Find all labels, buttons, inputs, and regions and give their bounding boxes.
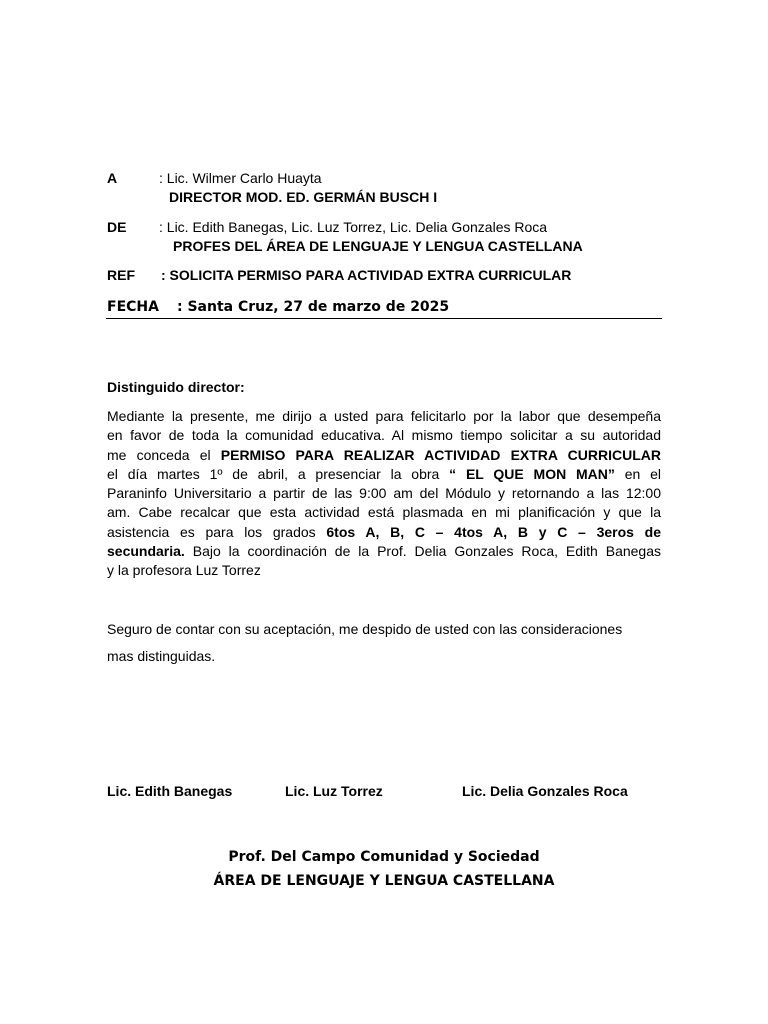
header-divider bbox=[106, 318, 662, 319]
to-label: A bbox=[107, 170, 118, 186]
from-value: : Lic. Edith Banegas, Lic. Luz Torrez, Lic. Delia Gonzales Roca bbox=[159, 219, 548, 235]
to-subtitle: DIRECTOR MOD. ED. GERMÁN BUSCH I bbox=[169, 189, 438, 205]
body-paragraph bbox=[107, 407, 661, 581]
paragraph-line: Mediante la presente, me dirijo a usted para felicitarlo por la labor que desempeña bbox=[107, 408, 661, 424]
footer-department: Prof. Del Campo Comunidad y Sociedad bbox=[228, 849, 540, 865]
date-label: FECHA bbox=[107, 299, 159, 315]
paragraph-line bbox=[107, 446, 661, 465]
grades-emphasis: 6tos A, B, C – 4tos A, B y C – 3eros de bbox=[326, 523, 661, 540]
paragraph-line: am. Cabe recalcar que esta actividad está plasmada en mi planificación y que la bbox=[107, 504, 661, 521]
paragraph-line bbox=[107, 523, 661, 542]
from-label: DE bbox=[107, 219, 127, 235]
paragraph-line: y la profesora Luz Torrez bbox=[107, 562, 261, 579]
ref-value: : SOLICITA PERMISO PARA ACTIVIDAD EXTRA CURRICULAR bbox=[161, 267, 572, 283]
paragraph-text: el día martes 1º de abril, a presenciar la obra bbox=[107, 465, 450, 482]
signature-delia-gonzales-roca: Lic. Delia Gonzales Roca bbox=[462, 783, 628, 799]
footer-area: ÁREA DE LENGUAJE Y LENGUA CASTELLANA bbox=[213, 873, 555, 889]
ref-label: REF bbox=[107, 267, 135, 283]
signature-luz-torrez: Lic. Luz Torrez bbox=[285, 783, 383, 799]
play-title: “ EL QUE MON MAN” bbox=[449, 465, 615, 482]
paragraph-text: asistencia es para los grados bbox=[107, 523, 327, 540]
from-subtitle: PROFES DEL ÁREA DE LENGUAJE Y LENGUA CASTELLANA bbox=[173, 238, 583, 254]
salutation: Distinguido director: bbox=[107, 379, 245, 395]
paragraph-line bbox=[107, 465, 661, 484]
to-value: : Lic. Wilmer Carlo Huayta bbox=[159, 170, 322, 186]
signature-edith-banegas: Lic. Edith Banegas bbox=[107, 783, 233, 799]
date-value: : Santa Cruz, 27 de marzo de 2025 bbox=[177, 299, 450, 315]
paragraph-text: en el bbox=[614, 465, 661, 482]
paragraph-text: Bajo la coordinación de la Prof. Delia Gonzales Roca, Edith Banegas bbox=[184, 543, 661, 560]
grades-emphasis: secundaria. bbox=[107, 543, 185, 560]
closing-line: mas distinguidas. bbox=[107, 648, 216, 664]
closing-line: Seguro de contar con su aceptación, me despido de usted con las consideraciones bbox=[107, 621, 623, 637]
paragraph-line: Paraninfo Universitario a partir de las 9:00 am del Módulo y retornando a las 12:00 bbox=[107, 485, 661, 502]
closing-paragraph bbox=[107, 616, 667, 670]
paragraph-line: en favor de toda la comunidad educativa. Al mismo tiempo solicitar a su autoridad bbox=[107, 427, 661, 444]
paragraph-text: me conceda el bbox=[107, 446, 221, 463]
permission-emphasis: PERMISO PARA REALIZAR ACTIVIDAD EXTRA CURRICULAR bbox=[220, 446, 661, 463]
paragraph-line bbox=[107, 542, 661, 561]
